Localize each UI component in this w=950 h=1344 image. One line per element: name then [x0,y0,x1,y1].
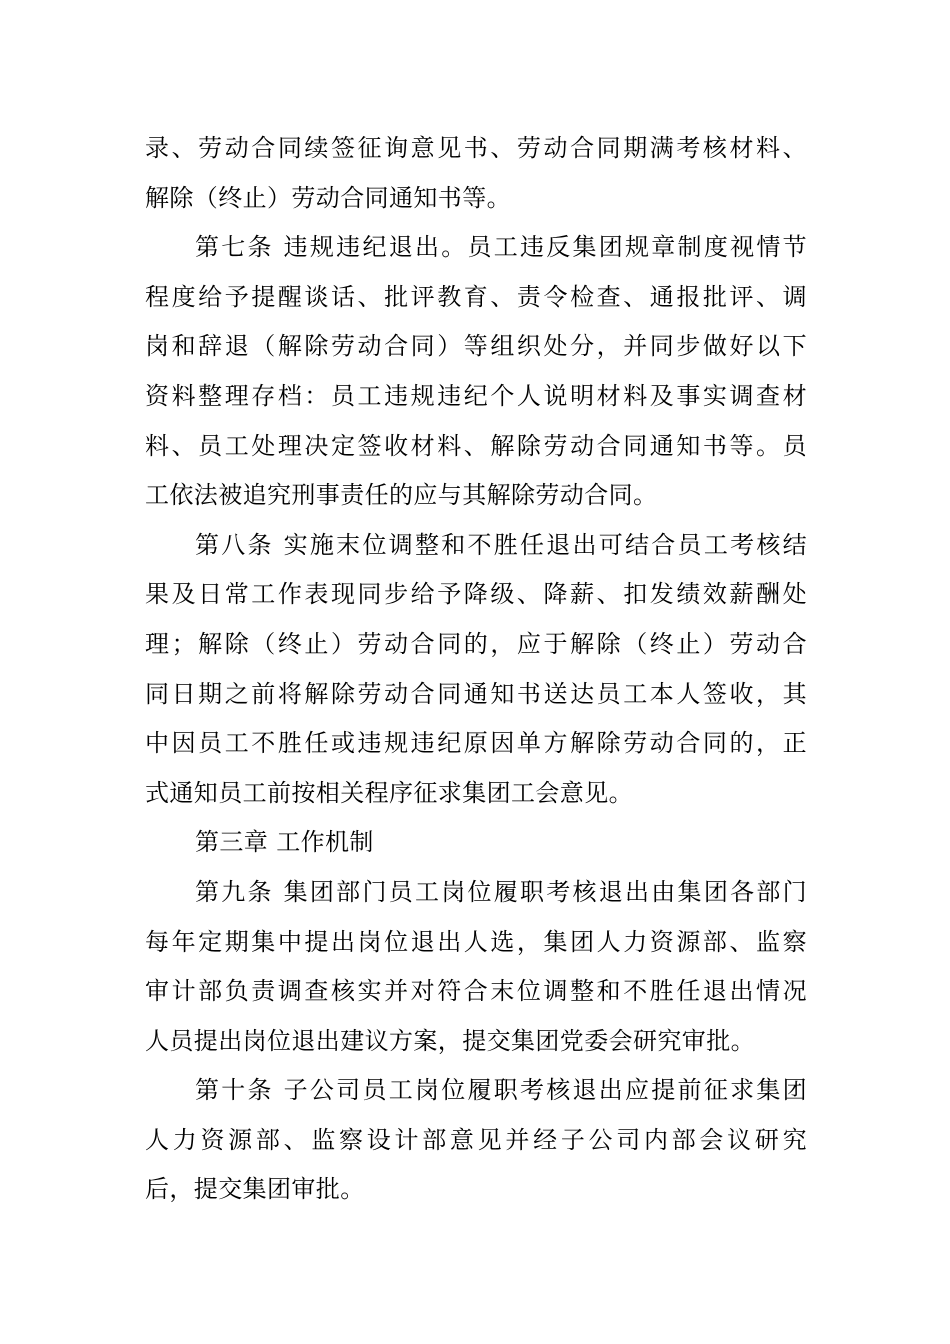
text-line-6: 资料整理存档：员工违规违纪个人说明材料及事实调查材 [145,381,807,410]
text-line-14: 式通知员工前按相关程序征求集团工会意见。 [145,778,633,807]
text-line-22: 后，提交集团审批。 [145,1175,365,1204]
article-8-heading-line: 第八条 实施末位调整和不胜任退出可结合员工考核结 [195,530,807,559]
text-line-11: 理；解除（终止）劳动合同的，应于解除（终止）劳动合 [145,629,807,658]
article-9-heading-line: 第九条 集团部门员工岗位履职考核退出由集团各部门 [195,877,807,906]
article-10-heading-line: 第十条 子公司员工岗位履职考核退出应提前征求集团 [195,1076,807,1105]
text-line-8: 工依法被追究刑事责任的应与其解除劳动合同。 [145,481,658,510]
article-7-heading-line: 第七条 违规违纪退出。员工违反集团规章制度视情节 [195,233,807,262]
text-line-21: 人力资源部、监察设计部意见并经子公司内部会议研究 [145,1125,807,1154]
text-line-10: 果及日常工作表现同步给予降级、降薪、扣发绩效薪酬处 [145,580,807,609]
text-line-19: 人员提出岗位退出建议方案，提交集团党委会研究审批。 [145,1026,755,1055]
text-line-18: 审计部负责调查核实并对符合末位调整和不胜任退出情况 [145,977,807,1006]
text-line-1: 录、劳动合同续签征询意见书、劳动合同期满考核材料、 [145,134,807,162]
text-line-2: 解除（终止）劳动合同通知书等。 [145,183,511,212]
text-line-13: 中因员工不胜任或违规违纪原因单方解除劳动合同的，正 [145,729,807,758]
text-line-5: 岗和辞退（解除劳动合同）等组织处分，并同步做好以下 [145,332,807,361]
document-body [145,124,807,1215]
text-line-17: 每年定期集中提出岗位退出人选，集团人力资源部、监察 [145,927,807,956]
text-line-4: 程度给予提醒谈话、批评教育、责令检查、通报批评、调 [145,282,807,311]
chapter-3-heading: 第三章 工作机制 [195,828,374,857]
text-line-7: 料、员工处理决定签收材料、解除劳动合同通知书等。员 [145,431,807,460]
text-line-12: 同日期之前将解除劳动合同通知书送达员工本人签收，其 [145,679,807,708]
